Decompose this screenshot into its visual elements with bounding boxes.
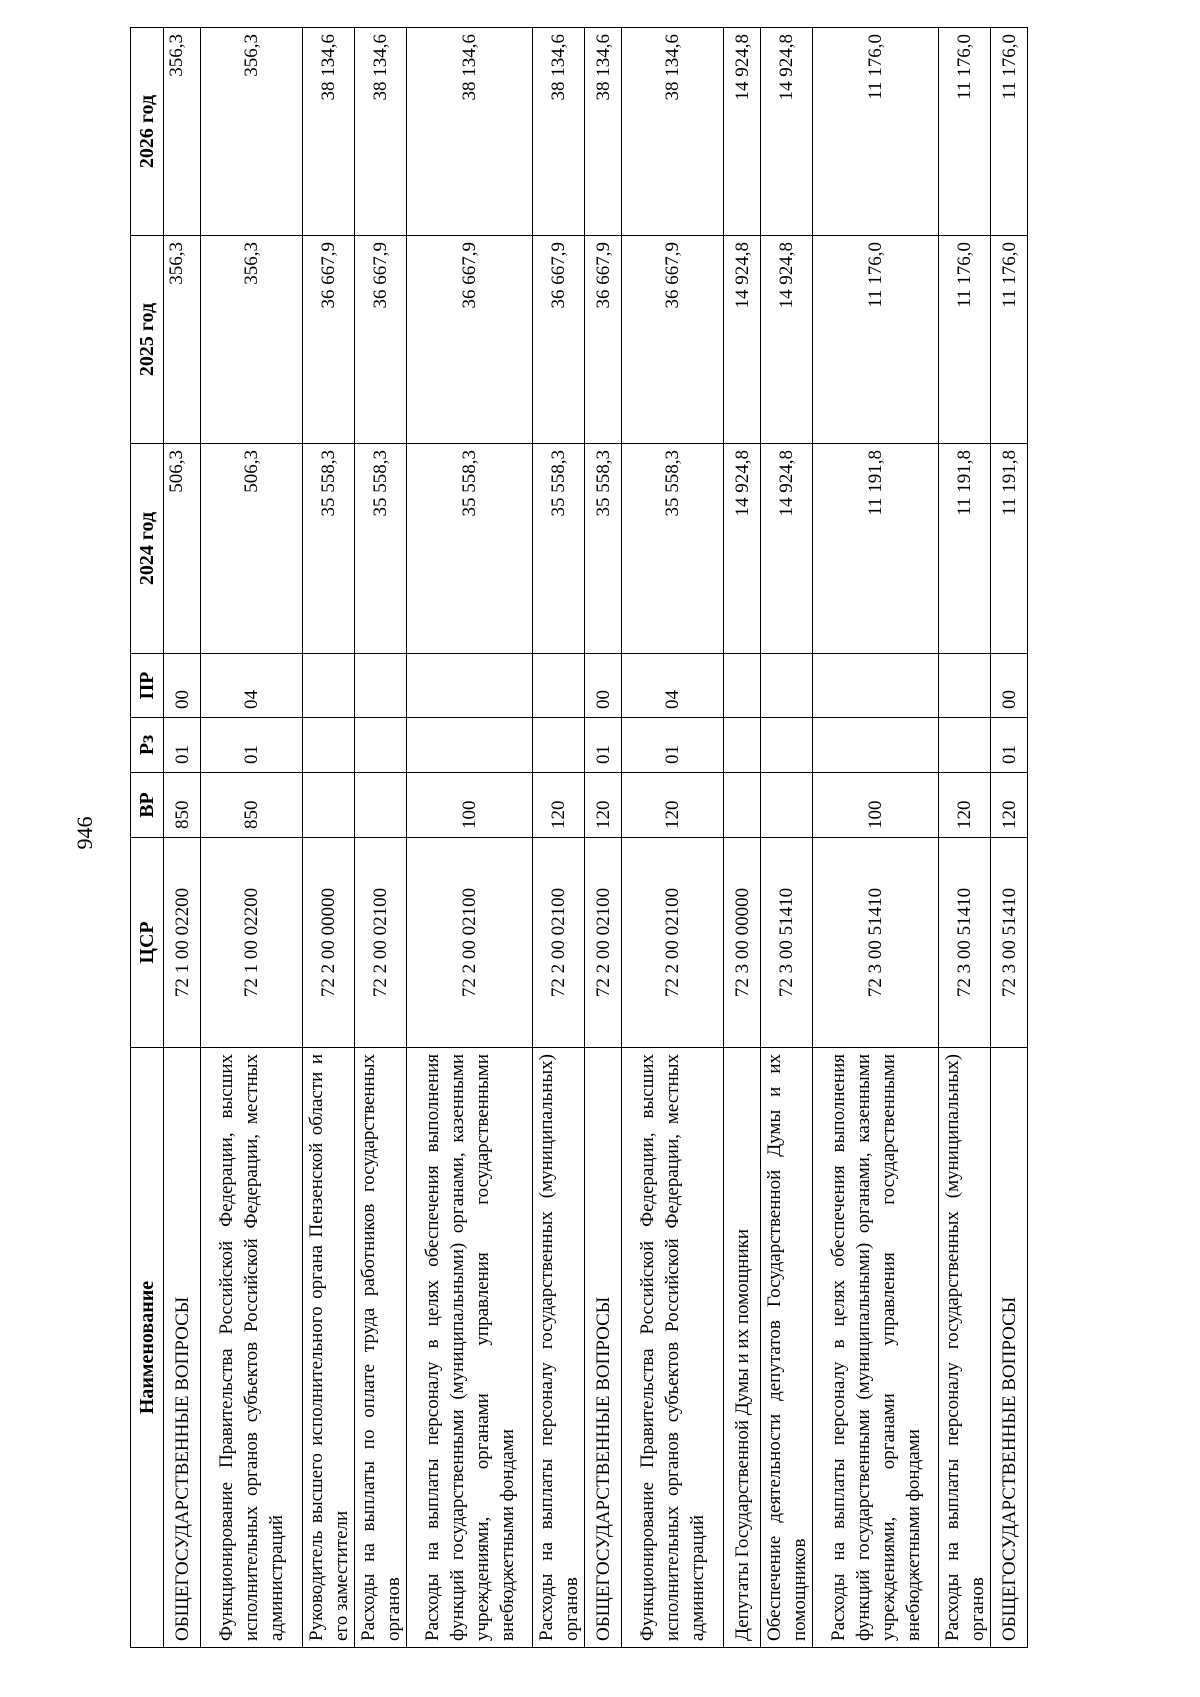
table-row: [585, 28, 622, 1648]
cell-2026: 14 924,8: [724, 28, 761, 236]
table-row: [303, 28, 355, 1648]
header-vr: ВР: [131, 773, 164, 838]
table-row: [761, 28, 813, 1648]
cell-name: Расходы на выплаты персоналу в целях обеспечения выполнения функций государственными (муниципальными) органами, казенными учреждениями, органами управления государственными внебюджетными фондами: [813, 1048, 939, 1648]
cell-2025: 356,3: [201, 236, 303, 444]
cell-2024: 11 191,8: [813, 444, 939, 654]
cell-2025: 11 176,0: [939, 236, 991, 444]
cell-vr: 120: [939, 773, 991, 838]
cell-rz: 01: [585, 718, 622, 773]
cell-2025: 14 924,8: [761, 236, 813, 444]
cell-csr: 72 3 00 51410: [939, 838, 991, 1048]
table-row: [991, 28, 1028, 1648]
cell-pr: 00: [585, 654, 622, 718]
budget-table-rotated: [130, 28, 1020, 1648]
table-row: [355, 28, 407, 1648]
cell-pr: [761, 654, 813, 718]
cell-name: ОБЩЕГОСУДАРСТВЕННЫЕ ВОПРОСЫ: [991, 1048, 1028, 1648]
cell-csr: 72 1 00 02200: [164, 838, 201, 1048]
table-row: [407, 28, 533, 1648]
cell-pr: [533, 654, 585, 718]
cell-csr: 72 2 00 02100: [622, 838, 724, 1048]
header-2025: 2025 год: [131, 236, 164, 444]
cell-name: Функционирование Правительства Российской Федерации, высших исполнительных органов субъектов Российской Федерации, местных администраций: [201, 1048, 303, 1648]
cell-2024: 35 558,3: [407, 444, 533, 654]
cell-name: Расходы на выплаты персоналу государственных (муниципальных) органов: [939, 1048, 991, 1648]
header-2026: 2026 год: [131, 28, 164, 236]
cell-2024: 35 558,3: [533, 444, 585, 654]
cell-csr: 72 3 00 51410: [813, 838, 939, 1048]
cell-2026: 38 134,6: [407, 28, 533, 236]
header-2024: 2024 год: [131, 444, 164, 654]
cell-pr: [813, 654, 939, 718]
cell-csr: 72 3 00 51410: [761, 838, 813, 1048]
cell-name: Расходы на выплаты по оплате труда работников государственных органов: [355, 1048, 407, 1648]
table-row: [533, 28, 585, 1648]
cell-2025: 36 667,9: [622, 236, 724, 444]
cell-name: ОБЩЕГОСУДАРСТВЕННЫЕ ВОПРОСЫ: [164, 1048, 201, 1648]
cell-2024: 35 558,3: [355, 444, 407, 654]
cell-2025: 36 667,9: [355, 236, 407, 444]
cell-vr: 120: [585, 773, 622, 838]
cell-rz: [303, 718, 355, 773]
cell-2026: 38 134,6: [355, 28, 407, 236]
cell-pr: 00: [991, 654, 1028, 718]
cell-name: Функционирование Правительства Российской Федерации, высших исполнительных органов субъектов Российской Федерации, местных администраций: [622, 1048, 724, 1648]
cell-name: Обеспечение деятельности депутатов Государственной Думы и их помощников: [761, 1048, 813, 1648]
budget-table: [130, 27, 1028, 1648]
cell-vr: [303, 773, 355, 838]
cell-2026: 38 134,6: [303, 28, 355, 236]
cell-pr: [724, 654, 761, 718]
header-csr: ЦСР: [131, 838, 164, 1048]
cell-2026: 38 134,6: [622, 28, 724, 236]
table-row: [939, 28, 991, 1648]
cell-2024: 506,3: [164, 444, 201, 654]
cell-vr: [724, 773, 761, 838]
cell-csr: 72 2 00 02100: [533, 838, 585, 1048]
cell-2024: 14 924,8: [724, 444, 761, 654]
cell-2026: 356,3: [164, 28, 201, 236]
cell-2024: 506,3: [201, 444, 303, 654]
cell-vr: 120: [533, 773, 585, 838]
cell-pr: [407, 654, 533, 718]
cell-vr: 120: [622, 773, 724, 838]
cell-vr: 100: [407, 773, 533, 838]
cell-name: Расходы на выплаты персоналу государственных (муниципальных) органов: [533, 1048, 585, 1648]
table-row: [724, 28, 761, 1648]
cell-name: Расходы на выплаты персоналу в целях обеспечения выполнения функций государственными (муниципальными) органами, казенными учреждениями, органами управления государственными внебюджетными фондами: [407, 1048, 533, 1648]
cell-2026: 14 924,8: [761, 28, 813, 236]
cell-vr: 100: [813, 773, 939, 838]
cell-rz: [407, 718, 533, 773]
cell-2026: 11 176,0: [939, 28, 991, 236]
cell-vr: [355, 773, 407, 838]
cell-2024: 35 558,3: [303, 444, 355, 654]
cell-csr: 72 3 00 51410: [991, 838, 1028, 1048]
cell-2026: 356,3: [201, 28, 303, 236]
cell-2025: 36 667,9: [407, 236, 533, 444]
cell-csr: 72 2 00 02100: [407, 838, 533, 1048]
cell-2026: 11 176,0: [991, 28, 1028, 236]
cell-vr: 120: [991, 773, 1028, 838]
cell-2026: 38 134,6: [585, 28, 622, 236]
table-header-row: [131, 28, 164, 1648]
cell-rz: 01: [622, 718, 724, 773]
cell-csr: 72 1 00 02200: [201, 838, 303, 1048]
cell-2025: 356,3: [164, 236, 201, 444]
cell-rz: [533, 718, 585, 773]
cell-2024: 14 924,8: [761, 444, 813, 654]
cell-2025: 11 176,0: [991, 236, 1028, 444]
cell-pr: [355, 654, 407, 718]
cell-pr: 00: [164, 654, 201, 718]
cell-2025: 36 667,9: [585, 236, 622, 444]
cell-2026: 38 134,6: [533, 28, 585, 236]
cell-csr: 72 2 00 02100: [585, 838, 622, 1048]
cell-rz: 01: [201, 718, 303, 773]
cell-2024: 35 558,3: [585, 444, 622, 654]
cell-pr: 04: [201, 654, 303, 718]
cell-name: Руководитель высшего исполнительного органа Пензенской области и его заместители: [303, 1048, 355, 1648]
cell-2025: 36 667,9: [303, 236, 355, 444]
cell-2025: 36 667,9: [533, 236, 585, 444]
cell-name: ОБЩЕГОСУДАРСТВЕННЫЕ ВОПРОСЫ: [585, 1048, 622, 1648]
cell-rz: [813, 718, 939, 773]
cell-2024: 11 191,8: [991, 444, 1028, 654]
cell-pr: [303, 654, 355, 718]
table-row: [201, 28, 303, 1648]
cell-csr: 72 3 00 00000: [724, 838, 761, 1048]
cell-pr: [939, 654, 991, 718]
cell-rz: [724, 718, 761, 773]
cell-rz: [761, 718, 813, 773]
header-name: Наименование: [131, 1048, 164, 1648]
table-row: [164, 28, 201, 1648]
cell-name: Депутаты Государственной Думы и их помощники: [724, 1048, 761, 1648]
cell-2025: 14 924,8: [724, 236, 761, 444]
cell-rz: [355, 718, 407, 773]
cell-rz: 01: [991, 718, 1028, 773]
table-row: [622, 28, 724, 1648]
cell-csr: 72 2 00 02100: [355, 838, 407, 1048]
cell-2024: 11 191,8: [939, 444, 991, 654]
page-number: 946: [72, 816, 97, 850]
cell-pr: 04: [622, 654, 724, 718]
cell-vr: 850: [164, 773, 201, 838]
header-rz: Рз: [131, 718, 164, 773]
table-row: [813, 28, 939, 1648]
cell-vr: 850: [201, 773, 303, 838]
cell-2026: 11 176,0: [813, 28, 939, 236]
cell-csr: 72 2 00 00000: [303, 838, 355, 1048]
cell-2024: 35 558,3: [622, 444, 724, 654]
header-pr: ПР: [131, 654, 164, 718]
cell-rz: 01: [164, 718, 201, 773]
cell-2025: 11 176,0: [813, 236, 939, 444]
cell-rz: [939, 718, 991, 773]
cell-vr: [761, 773, 813, 838]
